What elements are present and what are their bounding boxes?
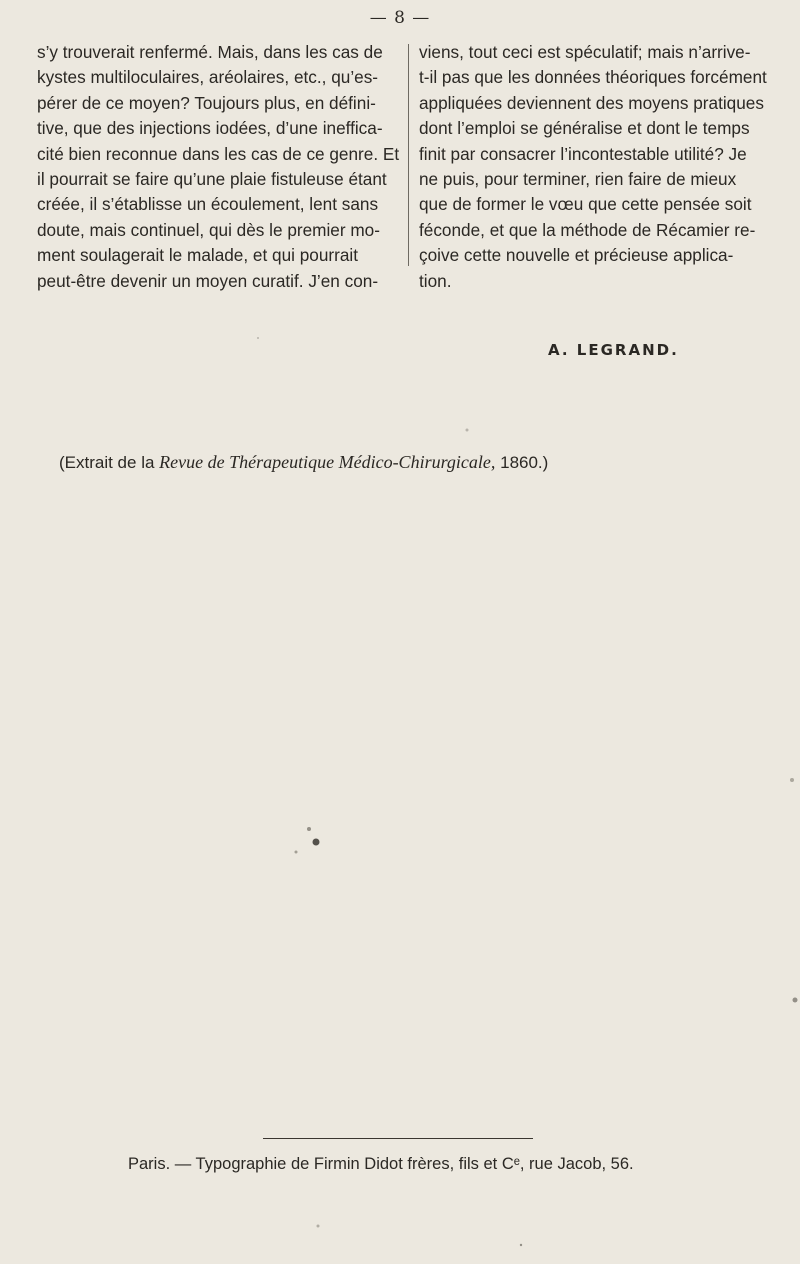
- text-line: que de former le vœu que cette pensée soit: [419, 194, 752, 215]
- author-signature: A. LEGRAND.: [548, 341, 679, 359]
- text-line: féconde, et que la méthode de Récamier re-: [419, 219, 756, 240]
- text-line: il pourrait se faire qu’une plaie fistuleuse étant: [37, 169, 387, 190]
- text-line: kystes multiloculaires, aréolaires, etc., qu’es-: [37, 67, 379, 88]
- text-line: créée, il s’établisse un écoulement, lent sans: [37, 194, 379, 215]
- text-line: ne puis, pour terminer, rien faire de mieux: [419, 169, 737, 190]
- text-line: viens, tout ceci est spéculatif; mais n’arrive-: [419, 42, 751, 62]
- text-line: cité bien reconnue dans les cas de ce genre. Et: [37, 143, 400, 164]
- printer-imprint: Paris. — Typographie de Firmin Didot frères, fils et Cᵉ, rue Jacob, 56.: [128, 1155, 634, 1173]
- journal-title: Revue de Thérapeutique Médico-Chirurgicale,: [159, 452, 496, 472]
- text-line: ment soulagerait le malade, et qui pourrait: [37, 245, 359, 266]
- citation-suffix: 1860.): [495, 453, 549, 472]
- text-line: pérer de ce moyen? Toujours plus, en défini-: [37, 92, 376, 113]
- text-line: t-il pas que les données théoriques forcément: [419, 67, 767, 88]
- text-line: tion.: [419, 270, 452, 291]
- citation-prefix: (Extrait de la: [59, 453, 160, 472]
- text-line: dont l’emploi se généralise et dont le temps: [419, 118, 750, 139]
- text-line: peut-être devenir un moyen curatif. J’en con-: [37, 270, 379, 291]
- page-number: — 8 —: [369, 8, 431, 28]
- text-line: çoive cette nouvelle et précieuse applica-: [419, 245, 734, 266]
- text-line: appliquées deviennent des moyens pratiques: [419, 92, 764, 113]
- text-line: tive, que des injections iodées, d’une ineffica-: [37, 118, 383, 139]
- text-line: doute, mais continuel, qui dès le premier mo-: [37, 219, 380, 240]
- text-line: finit par consacrer l’incontestable utilité? Je: [419, 143, 747, 164]
- text-line: s’y trouverait renfermé. Mais, dans les cas de: [37, 42, 383, 62]
